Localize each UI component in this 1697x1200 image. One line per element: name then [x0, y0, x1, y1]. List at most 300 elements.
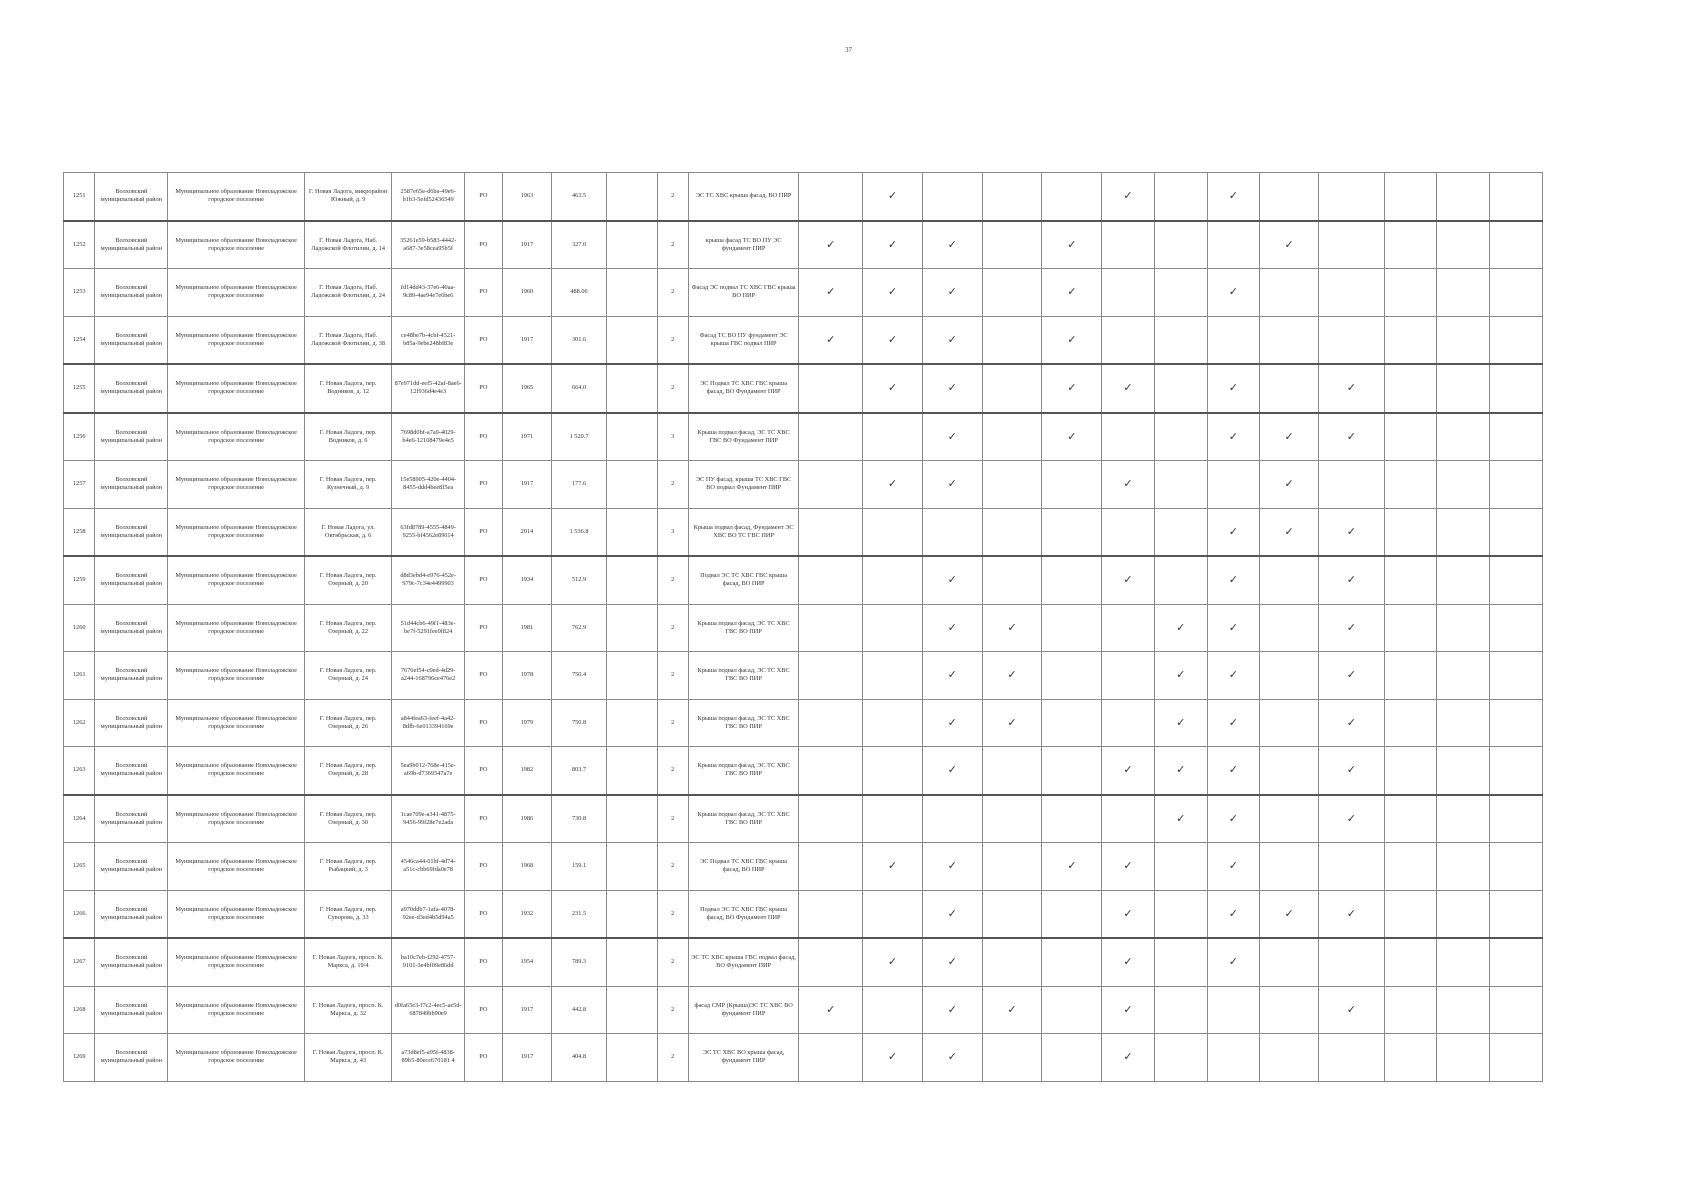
- work-check-cell: ✓: [799, 986, 863, 1034]
- guid-cell: d8d3ebd4-e976-452e-979c-7c34e4499903: [392, 556, 465, 604]
- work-check-cell: [1102, 795, 1155, 843]
- extra-cell: [606, 986, 657, 1034]
- work-check-cell: [1437, 173, 1490, 221]
- work-check-cell: [799, 795, 863, 843]
- area-cell: 231.5: [552, 890, 607, 938]
- work-check-cell: [1384, 173, 1437, 221]
- work-check-cell: ✓: [1102, 461, 1155, 509]
- year-cell: 2014: [502, 508, 552, 556]
- municipality-cell: Муниципальное образование Новоладожское городское поселение: [168, 747, 305, 795]
- work-check-cell: [1154, 364, 1207, 413]
- work-check-cell: ✓: [1318, 652, 1384, 700]
- table-row: [64, 699, 1543, 747]
- work-check-cell: [1260, 699, 1319, 747]
- row-number: 1256: [64, 413, 95, 461]
- area-cell: 488.06: [552, 269, 607, 317]
- guid-cell: 15e58905-420e-4404-8455-ddd4bee8f5ea: [392, 461, 465, 509]
- table-row: [64, 221, 1543, 269]
- municipality-cell: Муниципальное образование Новоладожское городское поселение: [168, 364, 305, 413]
- address-cell: Г. Новая Ладога, пер. Озерный, д. 26: [305, 699, 392, 747]
- work-check-cell: [1260, 986, 1319, 1034]
- work-check-cell: [1042, 795, 1102, 843]
- fund-form-cell: РО: [465, 556, 502, 604]
- work-check-cell: [1042, 461, 1102, 509]
- row-number: 1257: [64, 461, 95, 509]
- work-check-cell: [1437, 938, 1490, 986]
- work-check-cell: [1318, 269, 1384, 317]
- work-check-cell: ✓: [863, 1034, 923, 1082]
- work-check-cell: ✓: [1318, 795, 1384, 843]
- work-check-cell: ✓: [1207, 652, 1260, 700]
- work-check-cell: [1437, 413, 1490, 461]
- fund-form-cell: РО: [465, 221, 502, 269]
- work-check-cell: [1042, 173, 1102, 221]
- floors-cell: 2: [657, 747, 688, 795]
- work-check-cell: [863, 604, 923, 652]
- work-check-cell: ✓: [1260, 508, 1319, 556]
- work-check-cell: [1384, 461, 1437, 509]
- district-cell: Волховский муниципальный район: [95, 938, 168, 986]
- work-check-cell: ✓: [1318, 699, 1384, 747]
- work-check-cell: ✓: [922, 316, 982, 364]
- work-check-cell: [1437, 843, 1490, 891]
- work-check-cell: ✓: [922, 604, 982, 652]
- works-cell: Крыша подвал фасад, ЭС ТС ХВС ГВС ВО ПИР: [688, 795, 798, 843]
- row-number: 1260: [64, 604, 95, 652]
- table-row: [64, 747, 1543, 795]
- fund-form-cell: РО: [465, 652, 502, 700]
- works-cell: ЭС ТС ХВС крыша ГВС подвал фасад, ВО Фундамент ПИР: [688, 938, 798, 986]
- work-check-cell: ✓: [1207, 843, 1260, 891]
- works-cell: крыша фасад ТС ВО ПУ ЭС фундамент ПИР: [688, 221, 798, 269]
- work-check-cell: [1437, 747, 1490, 795]
- work-check-cell: [799, 556, 863, 604]
- work-check-cell: ✓: [922, 269, 982, 317]
- fund-form-cell: РО: [465, 461, 502, 509]
- work-check-cell: [799, 508, 863, 556]
- work-check-cell: ✓: [1207, 747, 1260, 795]
- work-check-cell: [1042, 699, 1102, 747]
- area-cell: 664.0: [552, 364, 607, 413]
- guid-cell: a970ddb7-1afa-4078-92ee-d3ed4b5d94a5: [392, 890, 465, 938]
- municipality-cell: Муниципальное образование Новоладожское городское поселение: [168, 269, 305, 317]
- work-check-cell: [982, 461, 1042, 509]
- municipality-cell: Муниципальное образование Новоладожское городское поселение: [168, 316, 305, 364]
- row-number: 1262: [64, 699, 95, 747]
- work-check-cell: [1318, 221, 1384, 269]
- work-check-cell: [1437, 795, 1490, 843]
- work-check-cell: [1490, 173, 1543, 221]
- works-cell: Крыша подвал фасад, ЭС ТС ХВС ГВС ВО ПИР: [688, 652, 798, 700]
- extra-cell: [606, 556, 657, 604]
- municipality-cell: Муниципальное образование Новоладожское городское поселение: [168, 795, 305, 843]
- guid-cell: d0fa65e3-f7c2-4ec5-ae5d-687849bb90e9: [392, 986, 465, 1034]
- work-check-cell: [1437, 699, 1490, 747]
- work-check-cell: [1102, 508, 1155, 556]
- district-cell: Волховский муниципальный район: [95, 795, 168, 843]
- work-check-cell: [1384, 556, 1437, 604]
- year-cell: 1963: [502, 173, 552, 221]
- work-check-cell: [863, 890, 923, 938]
- work-check-cell: [1384, 604, 1437, 652]
- work-check-cell: [1154, 843, 1207, 891]
- area-cell: 327.0: [552, 221, 607, 269]
- extra-cell: [606, 364, 657, 413]
- extra-cell: [606, 890, 657, 938]
- work-check-cell: [863, 508, 923, 556]
- work-check-cell: [1490, 508, 1543, 556]
- row-number: 1268: [64, 986, 95, 1034]
- work-check-cell: ✓: [922, 221, 982, 269]
- work-check-cell: ✓: [1207, 604, 1260, 652]
- work-check-cell: [1102, 221, 1155, 269]
- work-check-cell: ✓: [1318, 986, 1384, 1034]
- guid-cell: fd14dd43-37e6-40aa-9c89-4ae94e7e6be6: [392, 269, 465, 317]
- work-check-cell: [863, 986, 923, 1034]
- work-check-cell: ✓: [1102, 173, 1155, 221]
- work-check-cell: [799, 173, 863, 221]
- address-cell: Г. Новая Ладога, пер. Озерный, д. 28: [305, 747, 392, 795]
- work-check-cell: [799, 604, 863, 652]
- work-check-cell: ✓: [799, 221, 863, 269]
- works-cell: ЭС ТС ХВС ВО крыша фасад, фундамент ПИР: [688, 1034, 798, 1082]
- work-check-cell: ✓: [1260, 890, 1319, 938]
- work-check-cell: [1102, 604, 1155, 652]
- extra-cell: [606, 699, 657, 747]
- table-row: [64, 556, 1543, 604]
- work-check-cell: [1490, 699, 1543, 747]
- area-cell: 762.9: [552, 604, 607, 652]
- work-check-cell: [799, 890, 863, 938]
- work-check-cell: [1318, 1034, 1384, 1082]
- work-check-cell: ✓: [1207, 556, 1260, 604]
- year-cell: 1982: [502, 747, 552, 795]
- guid-cell: a73d8ef5-a95f-4838-89b5-80ece670181 4: [392, 1034, 465, 1082]
- work-check-cell: ✓: [922, 652, 982, 700]
- address-cell: Г. Новая Ладога, просп. К. Маркса, д. 19/4: [305, 938, 392, 986]
- guid-cell: ce48be7b-4cbf-4521-b85a-9ebe248bf83e: [392, 316, 465, 364]
- floors-cell: 2: [657, 986, 688, 1034]
- work-check-cell: [1102, 269, 1155, 317]
- work-check-cell: ✓: [1318, 508, 1384, 556]
- housing-register-table: [63, 172, 1543, 1082]
- row-number: 1265: [64, 843, 95, 891]
- address-cell: Г. Новая Ладога, Наб. Ладожской Флотилии, д. 14: [305, 221, 392, 269]
- work-check-cell: [982, 316, 1042, 364]
- guid-cell: 5ea9b012-768e-415e-a69b-d7369547a7e: [392, 747, 465, 795]
- guid-cell: 4546ca44-61bf-4d74-a51c-cbb69fda0e78: [392, 843, 465, 891]
- work-check-cell: [1042, 938, 1102, 986]
- work-check-cell: [1384, 843, 1437, 891]
- work-check-cell: [799, 699, 863, 747]
- district-cell: Волховский муниципальный район: [95, 890, 168, 938]
- work-check-cell: [1384, 938, 1437, 986]
- floors-cell: 2: [657, 890, 688, 938]
- year-cell: 1981: [502, 604, 552, 652]
- work-check-cell: [1042, 508, 1102, 556]
- work-check-cell: [863, 652, 923, 700]
- district-cell: Волховский муниципальный район: [95, 604, 168, 652]
- fund-form-cell: РО: [465, 413, 502, 461]
- work-check-cell: [863, 795, 923, 843]
- area-cell: 301.6: [552, 316, 607, 364]
- year-cell: 1917: [502, 986, 552, 1034]
- area-cell: 177.6: [552, 461, 607, 509]
- address-cell: Г. Новая Ладога, просп. К. Маркса, д. 43: [305, 1034, 392, 1082]
- district-cell: Волховский муниципальный район: [95, 699, 168, 747]
- work-check-cell: [982, 890, 1042, 938]
- works-cell: ЭС ПУ фасад, крыша ТС ХВС ГВС ВО подвал Фундамент ПИР: [688, 461, 798, 509]
- guid-cell: a844fea63-feef-4a42-8dfb-6e013394169e: [392, 699, 465, 747]
- row-number: 1254: [64, 316, 95, 364]
- work-check-cell: [982, 364, 1042, 413]
- page-number: 37: [845, 46, 852, 54]
- work-check-cell: ✓: [1207, 364, 1260, 413]
- work-check-cell: [1154, 556, 1207, 604]
- works-cell: Фасад ТС ВО ПУ фундамент ЭС крыша ГВС подвал ПИР: [688, 316, 798, 364]
- work-check-cell: [1260, 652, 1319, 700]
- area-cell: 789.3: [552, 938, 607, 986]
- work-check-cell: [922, 508, 982, 556]
- area-cell: 730.8: [552, 795, 607, 843]
- address-cell: Г. Новая Ладога, пер. Водников, д. 6: [305, 413, 392, 461]
- table-row: [64, 1034, 1543, 1082]
- extra-cell: [606, 461, 657, 509]
- work-check-cell: ✓: [982, 699, 1042, 747]
- table-row: [64, 269, 1543, 317]
- area-cell: 442.8: [552, 986, 607, 1034]
- work-check-cell: [1437, 890, 1490, 938]
- work-check-cell: [1437, 1034, 1490, 1082]
- work-check-cell: ✓: [1207, 508, 1260, 556]
- work-check-cell: [1437, 269, 1490, 317]
- row-number: 1267: [64, 938, 95, 986]
- row-number: 1264: [64, 795, 95, 843]
- work-check-cell: [1154, 1034, 1207, 1082]
- work-check-cell: ✓: [922, 843, 982, 891]
- table-row: [64, 795, 1543, 843]
- works-cell: фасад СМР (Крыша)ЭС ТС ХВС ВО фундамент ПИР: [688, 986, 798, 1034]
- work-check-cell: ✓: [1260, 221, 1319, 269]
- work-check-cell: ✓: [799, 269, 863, 317]
- work-check-cell: [1154, 316, 1207, 364]
- work-check-cell: ✓: [922, 413, 982, 461]
- work-check-cell: ✓: [1318, 890, 1384, 938]
- work-check-cell: ✓: [1207, 699, 1260, 747]
- work-check-cell: ✓: [922, 890, 982, 938]
- work-check-cell: [982, 1034, 1042, 1082]
- work-check-cell: [1042, 1034, 1102, 1082]
- work-check-cell: ✓: [1042, 221, 1102, 269]
- extra-cell: [606, 269, 657, 317]
- work-check-cell: ✓: [1154, 652, 1207, 700]
- work-check-cell: ✓: [863, 364, 923, 413]
- fund-form-cell: РО: [465, 938, 502, 986]
- work-check-cell: [1384, 364, 1437, 413]
- work-check-cell: [1384, 269, 1437, 317]
- year-cell: 1934: [502, 556, 552, 604]
- work-check-cell: [1490, 461, 1543, 509]
- work-check-cell: [1260, 843, 1319, 891]
- work-check-cell: [1154, 173, 1207, 221]
- extra-cell: [606, 795, 657, 843]
- work-check-cell: [1207, 986, 1260, 1034]
- district-cell: Волховский муниципальный район: [95, 269, 168, 317]
- work-check-cell: [1490, 269, 1543, 317]
- address-cell: Г. Новая Ладога, микрорайон Южный, д. 9: [305, 173, 392, 221]
- fund-form-cell: РО: [465, 843, 502, 891]
- table-row: [64, 604, 1543, 652]
- work-check-cell: ✓: [922, 1034, 982, 1082]
- floors-cell: 3: [657, 413, 688, 461]
- work-check-cell: [1260, 747, 1319, 795]
- work-check-cell: [1437, 652, 1490, 700]
- work-check-cell: [1384, 699, 1437, 747]
- work-check-cell: [799, 938, 863, 986]
- fund-form-cell: РО: [465, 1034, 502, 1082]
- work-check-cell: [1490, 938, 1543, 986]
- guid-cell: 7676ef54-c0ed-4d29-a244-168796ce476e2: [392, 652, 465, 700]
- table-row: [64, 843, 1543, 891]
- extra-cell: [606, 1034, 657, 1082]
- work-check-cell: [982, 508, 1042, 556]
- work-check-cell: ✓: [922, 986, 982, 1034]
- works-cell: Крыша подвал фасад, ЭС ТС ХВС ГВС ВО ПИР: [688, 699, 798, 747]
- work-check-cell: [1102, 652, 1155, 700]
- district-cell: Волховский муниципальный район: [95, 316, 168, 364]
- table-row: [64, 652, 1543, 700]
- extra-cell: [606, 508, 657, 556]
- work-check-cell: ✓: [922, 556, 982, 604]
- district-cell: Волховский муниципальный район: [95, 508, 168, 556]
- work-check-cell: [1384, 747, 1437, 795]
- work-check-cell: [1042, 652, 1102, 700]
- works-cell: Крыша подвал фасад, Фундамент ЭС ХВС ВО ТС ГВС ПИР: [688, 508, 798, 556]
- address-cell: Г. Новая Ладога, просп. К. Маркса, д. 32: [305, 986, 392, 1034]
- work-check-cell: [982, 747, 1042, 795]
- work-check-cell: [799, 747, 863, 795]
- year-cell: 1968: [502, 843, 552, 891]
- municipality-cell: Муниципальное образование Новоладожское городское поселение: [168, 652, 305, 700]
- year-cell: 1986: [502, 795, 552, 843]
- floors-cell: 2: [657, 938, 688, 986]
- work-check-cell: [1207, 221, 1260, 269]
- work-check-cell: ✓: [1102, 890, 1155, 938]
- area-cell: 159.1: [552, 843, 607, 891]
- extra-cell: [606, 747, 657, 795]
- area-cell: 803.7: [552, 747, 607, 795]
- extra-cell: [606, 173, 657, 221]
- area-cell: 404.8: [552, 1034, 607, 1082]
- work-check-cell: ✓: [922, 938, 982, 986]
- fund-form-cell: РО: [465, 316, 502, 364]
- work-check-cell: ✓: [863, 843, 923, 891]
- address-cell: Г. Новая Ладога, пер. Озерный, д. 30: [305, 795, 392, 843]
- row-number: 1259: [64, 556, 95, 604]
- floors-cell: 2: [657, 795, 688, 843]
- work-check-cell: [1384, 890, 1437, 938]
- work-check-cell: ✓: [1318, 604, 1384, 652]
- municipality-cell: Муниципальное образование Новоладожское городское поселение: [168, 843, 305, 891]
- area-cell: 512.9: [552, 556, 607, 604]
- floors-cell: 2: [657, 699, 688, 747]
- work-check-cell: [982, 843, 1042, 891]
- works-cell: ЭС Подвал ТС ХВС ГВС крыша фасад, ВО ПИР: [688, 843, 798, 891]
- work-check-cell: [1490, 221, 1543, 269]
- fund-form-cell: РО: [465, 604, 502, 652]
- extra-cell: [606, 604, 657, 652]
- municipality-cell: Муниципальное образование Новоладожское городское поселение: [168, 173, 305, 221]
- year-cell: 1971: [502, 413, 552, 461]
- work-check-cell: ✓: [1102, 986, 1155, 1034]
- work-check-cell: [1207, 461, 1260, 509]
- guid-cell: ba10c7eb-f292-4757-9101-3e4bf09e86dd: [392, 938, 465, 986]
- work-check-cell: ✓: [799, 316, 863, 364]
- work-check-cell: [1042, 604, 1102, 652]
- area-cell: 750.4: [552, 652, 607, 700]
- work-check-cell: [1318, 843, 1384, 891]
- work-check-cell: [982, 795, 1042, 843]
- works-cell: ЭС ТС ХВС крыша фасад, ВО ПИР: [688, 173, 798, 221]
- work-check-cell: ✓: [863, 938, 923, 986]
- work-check-cell: ✓: [922, 461, 982, 509]
- district-cell: Волховский муниципальный район: [95, 986, 168, 1034]
- work-check-cell: [1384, 795, 1437, 843]
- work-check-cell: ✓: [982, 604, 1042, 652]
- work-check-cell: [1490, 890, 1543, 938]
- work-check-cell: [1154, 461, 1207, 509]
- work-check-cell: [1384, 221, 1437, 269]
- work-check-cell: [799, 461, 863, 509]
- municipality-cell: Муниципальное образование Новоладожское городское поселение: [168, 221, 305, 269]
- area-cell: 750.8: [552, 699, 607, 747]
- work-check-cell: [1207, 1034, 1260, 1082]
- work-check-cell: [1437, 316, 1490, 364]
- address-cell: Г. Новая Ладога, пер. Озерный, д. 24: [305, 652, 392, 700]
- extra-cell: [606, 316, 657, 364]
- work-check-cell: [1490, 1034, 1543, 1082]
- work-check-cell: ✓: [1260, 461, 1319, 509]
- work-check-cell: [863, 413, 923, 461]
- work-check-cell: [1207, 316, 1260, 364]
- work-check-cell: [1490, 316, 1543, 364]
- work-check-cell: ✓: [1207, 890, 1260, 938]
- guid-cell: 51d44cb6-49f1-483e-be7f-5291fee0f824: [392, 604, 465, 652]
- work-check-cell: [1384, 316, 1437, 364]
- table-row: [64, 938, 1543, 986]
- extra-cell: [606, 652, 657, 700]
- work-check-cell: ✓: [922, 364, 982, 413]
- work-check-cell: [1437, 604, 1490, 652]
- fund-form-cell: РО: [465, 508, 502, 556]
- year-cell: 1960: [502, 269, 552, 317]
- municipality-cell: Муниципальное образование Новоладожское городское поселение: [168, 890, 305, 938]
- guid-cell: 2587e65e-d6ba-49e6-b1b3-5efd52436549: [392, 173, 465, 221]
- guid-cell: 87e971dd-eef5-42af-8ae6-12f936d4e4e3: [392, 364, 465, 413]
- district-cell: Волховский муниципальный район: [95, 461, 168, 509]
- work-check-cell: [982, 556, 1042, 604]
- municipality-cell: Муниципальное образование Новоладожское городское поселение: [168, 699, 305, 747]
- guid-cell: 35261e59-b583-4442-a687-3e58cea95b5f: [392, 221, 465, 269]
- work-check-cell: ✓: [1207, 795, 1260, 843]
- work-check-cell: [1042, 556, 1102, 604]
- municipality-cell: Муниципальное образование Новоладожское городское поселение: [168, 413, 305, 461]
- work-check-cell: [1260, 556, 1319, 604]
- district-cell: Волховский муниципальный район: [95, 173, 168, 221]
- work-check-cell: [1318, 173, 1384, 221]
- work-check-cell: ✓: [1154, 604, 1207, 652]
- table-row: [64, 364, 1543, 413]
